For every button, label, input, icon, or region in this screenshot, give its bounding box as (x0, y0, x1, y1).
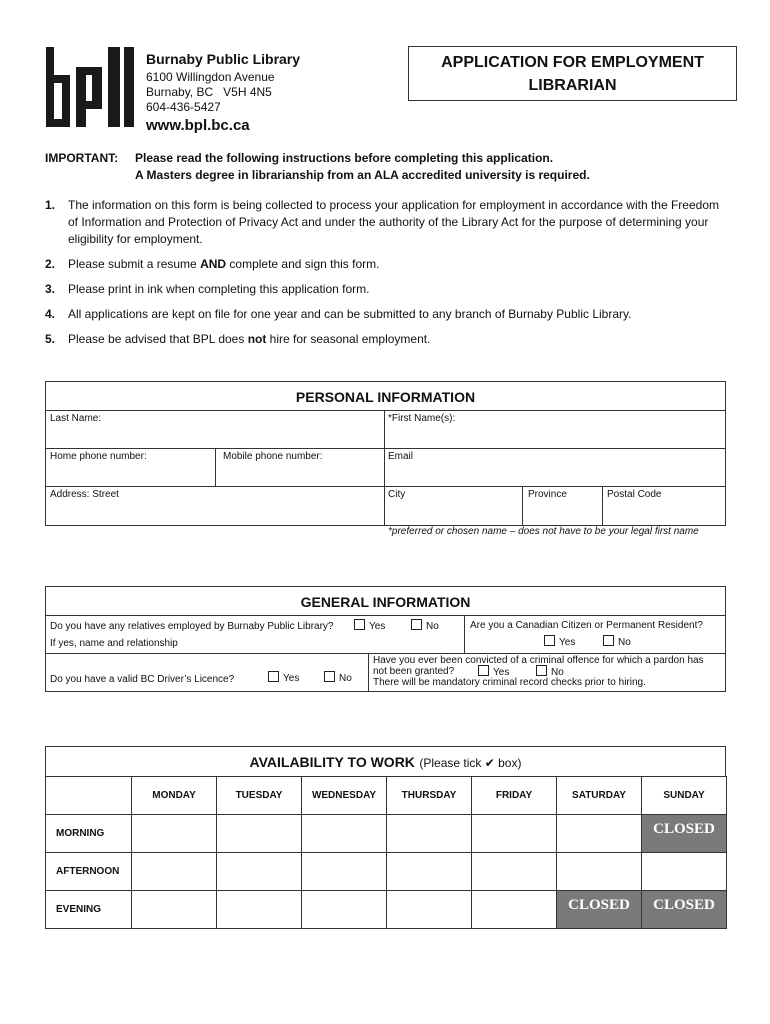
library-name: Burnaby Public Library (146, 51, 301, 67)
form-title-box (408, 46, 737, 101)
yes-label: Yes (369, 621, 386, 632)
important-line-1: Please read the following instructions before completing this application. (135, 151, 554, 165)
criminal-question-line-2: not been granted? (373, 666, 455, 677)
availability-cell[interactable] (387, 815, 472, 853)
library-phone: 604-436-5427 (146, 100, 221, 114)
availability-cell[interactable] (472, 853, 557, 891)
mobile-phone-field[interactable]: Mobile phone number: (223, 451, 323, 462)
no-label: No (426, 621, 439, 632)
city-field[interactable]: City (388, 489, 406, 500)
relatives-followup-field[interactable]: If yes, name and relationship (50, 638, 178, 649)
availability-cell[interactable] (472, 891, 557, 929)
instruction-number: 5. (45, 332, 56, 346)
checkbox-icon[interactable] (268, 671, 279, 682)
availability-cell[interactable] (387, 853, 472, 891)
availability-cell[interactable] (302, 891, 387, 929)
bpl-logo (44, 45, 136, 129)
no-label: No (339, 673, 352, 684)
checkbox-icon[interactable] (544, 635, 555, 646)
citizen-no-option[interactable] (603, 635, 631, 648)
checkbox-icon[interactable] (354, 619, 365, 630)
important-line-2: A Masters degree in librarianship from an ALA accredited university is required. (135, 168, 590, 182)
availability-header (45, 746, 726, 777)
row-header-afternoon: AFTERNOON (46, 853, 132, 891)
postal-code-field[interactable]: Postal Code (607, 489, 662, 500)
criminal-record-note: There will be mandatory criminal record checks prior to hiring. (373, 677, 646, 688)
licence-yes-option[interactable] (268, 671, 299, 684)
yes-label: Yes (493, 667, 510, 678)
checkbox-icon[interactable] (536, 665, 547, 676)
instruction-text (68, 331, 725, 348)
instruction-text: The information on this form is being collected to process your application for employment in accordance with the Freedom of Information and Protection of Privacy Act and under the authority of the Library Act for the purpose of determining your eligibility for employment. (68, 198, 719, 246)
availability-cell[interactable] (132, 891, 217, 929)
address-line-2: Burnaby, BC V5H 4N5 (146, 85, 272, 99)
closed-cell: CLOSED (557, 891, 642, 929)
day-header-tuesday: TUESDAY (217, 777, 302, 815)
instruction-item (45, 281, 725, 298)
instruction-text-part: Please be advised that BPL does (68, 332, 248, 346)
form-title-line-1: APPLICATION FOR EMPLOYMENT (441, 54, 704, 71)
day-header-monday: MONDAY (132, 777, 217, 815)
availability-cell[interactable] (132, 815, 217, 853)
table-row (46, 777, 727, 815)
important-notice (45, 150, 590, 184)
instruction-text: All applications are kept on file for one year and can be submitted to any branch of Burnaby Public Library. (68, 307, 632, 321)
form-title-line-2: LIBRARIAN (528, 77, 617, 94)
email-field[interactable]: Email (388, 451, 414, 462)
day-header-saturday: SATURDAY (557, 777, 642, 815)
licence-question: Do you have a valid BC Driver’s Licence? (50, 674, 235, 685)
licence-no-option[interactable] (324, 671, 352, 684)
instruction-text-part: Please submit a resume (68, 257, 201, 271)
instruction-number: 3. (45, 282, 56, 296)
relatives-question: Do you have any relatives employed by Burnaby Public Library? (50, 621, 334, 632)
closed-cell: CLOSED (642, 891, 727, 929)
criminal-question-line-1: Have you ever been convicted of a criminal offence for which a pardon has (373, 655, 704, 666)
availability-cell[interactable] (387, 891, 472, 929)
instructions-list (45, 197, 725, 356)
instruction-emphasis: AND (200, 257, 227, 271)
availability-subtitle: (Please tick ✔ box) (419, 756, 522, 770)
availability-title: AVAILABILITY TO WORK (249, 754, 415, 770)
day-header-thursday: THURSDAY (387, 777, 472, 815)
citizen-question: Are you a Canadian Citizen or Permanent Resident? (470, 620, 703, 631)
important-label: IMPORTANT: (45, 151, 119, 165)
row-header-evening: EVENING (46, 891, 132, 929)
personal-information-section (45, 381, 726, 526)
instruction-item (45, 331, 725, 348)
instruction-number: 2. (45, 257, 56, 271)
yes-label: Yes (283, 673, 300, 684)
library-address-block (146, 52, 300, 133)
availability-cell[interactable] (557, 853, 642, 891)
availability-cell[interactable] (302, 815, 387, 853)
instruction-text (68, 256, 725, 273)
first-name-field[interactable]: *First Name(s): (388, 413, 456, 424)
last-name-field[interactable]: Last Name: (50, 413, 102, 424)
instruction-number: 4. (45, 307, 56, 321)
general-information-section (45, 586, 726, 692)
instruction-item (45, 256, 725, 273)
province-field[interactable]: Province (528, 489, 567, 500)
checkbox-icon[interactable] (411, 619, 422, 630)
day-header-friday: FRIDAY (472, 777, 557, 815)
address-line-1: 6100 Willingdon Avenue (146, 70, 275, 84)
instruction-number: 1. (45, 198, 56, 212)
checkbox-icon[interactable] (478, 665, 489, 676)
table-row (46, 815, 727, 853)
table-row (46, 891, 727, 929)
street-address-field[interactable]: Address: Street (50, 489, 119, 500)
availability-table (45, 776, 727, 929)
general-information-title: GENERAL INFORMATION (300, 594, 471, 610)
instruction-text-part: hire for seasonal employment. (266, 332, 431, 346)
row-header-morning: MORNING (46, 815, 132, 853)
checkbox-icon[interactable] (603, 635, 614, 646)
instruction-item (45, 197, 725, 248)
instruction-item (45, 306, 725, 323)
day-header-sunday: SUNDAY (642, 777, 727, 815)
personal-information-title: PERSONAL INFORMATION (295, 389, 476, 405)
no-label: No (618, 637, 631, 648)
availability-cell[interactable] (302, 853, 387, 891)
availability-cell[interactable] (642, 853, 727, 891)
closed-cell: CLOSED (642, 815, 727, 853)
instruction-text: Please print in ink when completing this application form. (68, 282, 370, 296)
availability-cell[interactable] (217, 815, 302, 853)
relatives-no-option[interactable] (411, 619, 439, 632)
checkbox-icon[interactable] (324, 671, 335, 682)
relatives-yes-option[interactable] (354, 619, 385, 632)
library-website: www.bpl.bc.ca (146, 117, 250, 134)
instruction-text-part: complete and sign this form. (226, 257, 380, 271)
corner-cell (46, 777, 132, 815)
yes-label: Yes (559, 637, 576, 648)
no-label: No (551, 667, 564, 678)
first-name-note: *preferred or chosen name – does not have to be your legal first name (388, 526, 699, 537)
day-header-wednesday: WEDNESDAY (302, 777, 387, 815)
availability-cell[interactable] (217, 853, 302, 891)
availability-cell[interactable] (132, 853, 217, 891)
availability-cell[interactable] (217, 891, 302, 929)
citizen-yes-option[interactable] (544, 635, 575, 648)
availability-cell[interactable] (557, 815, 642, 853)
home-phone-field[interactable]: Home phone number: (50, 451, 147, 462)
availability-cell[interactable] (472, 815, 557, 853)
table-row (46, 853, 727, 891)
instruction-emphasis: not (247, 332, 267, 346)
